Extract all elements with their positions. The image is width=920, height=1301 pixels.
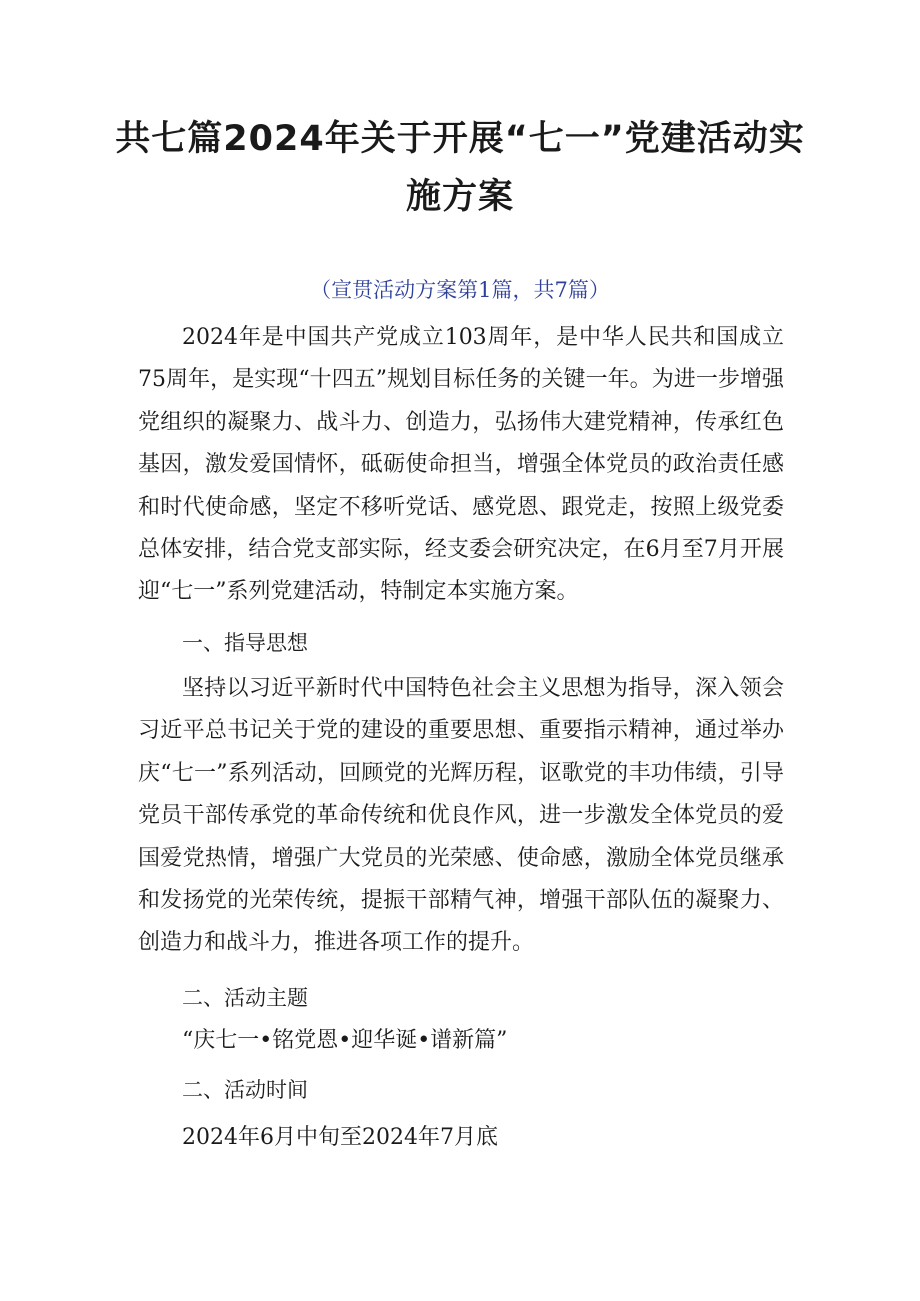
section-content-guiding-thought: 坚持以习近平新时代中国特色社会主义思想为指导，深入领会习近平总书记关于党的建设的重要思想、重要指示精神，通过举办庆“七一”系列活动，回顾党的光辉历程，讴歌党的丰功伟绩，引导党员干部传承党的革命传统和优良作风，进一步激发全体党员的爱国爱党热情，增强广大党员的光荣感、使命感，激励全体党员继承和发扬党的光荣传统，提振干部精气神，增强干部队伍的凝聚力、创造力和战斗力，推进各项工作的提升。 xyxy=(138,676,784,956)
document-subtitle: （宣贯活动方案第1篇，共7篇） xyxy=(310,278,610,302)
document-title: 共七篇2024年关于开展“七一”党建活动实施方案 xyxy=(115,119,805,217)
section-content-activity-time: 2024年6月中旬至2024年7月底 xyxy=(182,1125,498,1150)
section-content-activity-theme: “庆七一•铭党恩•迎华诞•谱新篇” xyxy=(182,1028,508,1053)
section-heading-activity-time: 二、活动时间 xyxy=(182,1078,308,1102)
section-heading-guiding-thought: 一、指导思想 xyxy=(182,631,308,655)
section-heading-activity-theme: 二、活动主题 xyxy=(182,986,308,1010)
intro-paragraph: 2024年是中国共产党成立103周年，是中华人民共和国成立75周年，是实现“十四五”规划目标任务的关键一年。为进一步增强党组织的凝聚力、战斗力、创造力，弘扬伟大建党精神，传承红色基因，激发爱国情怀，砥砺使命担当，增强全体党员的政治责任感和时代使命感，坚定不移听党话、感党恩、跟党走，按照上级党委总体安排，结合党支部实际，经支委会研究决定，在6月至7月开展迎“七一”系列党建活动，特制定本实施方案。 xyxy=(138,325,784,605)
